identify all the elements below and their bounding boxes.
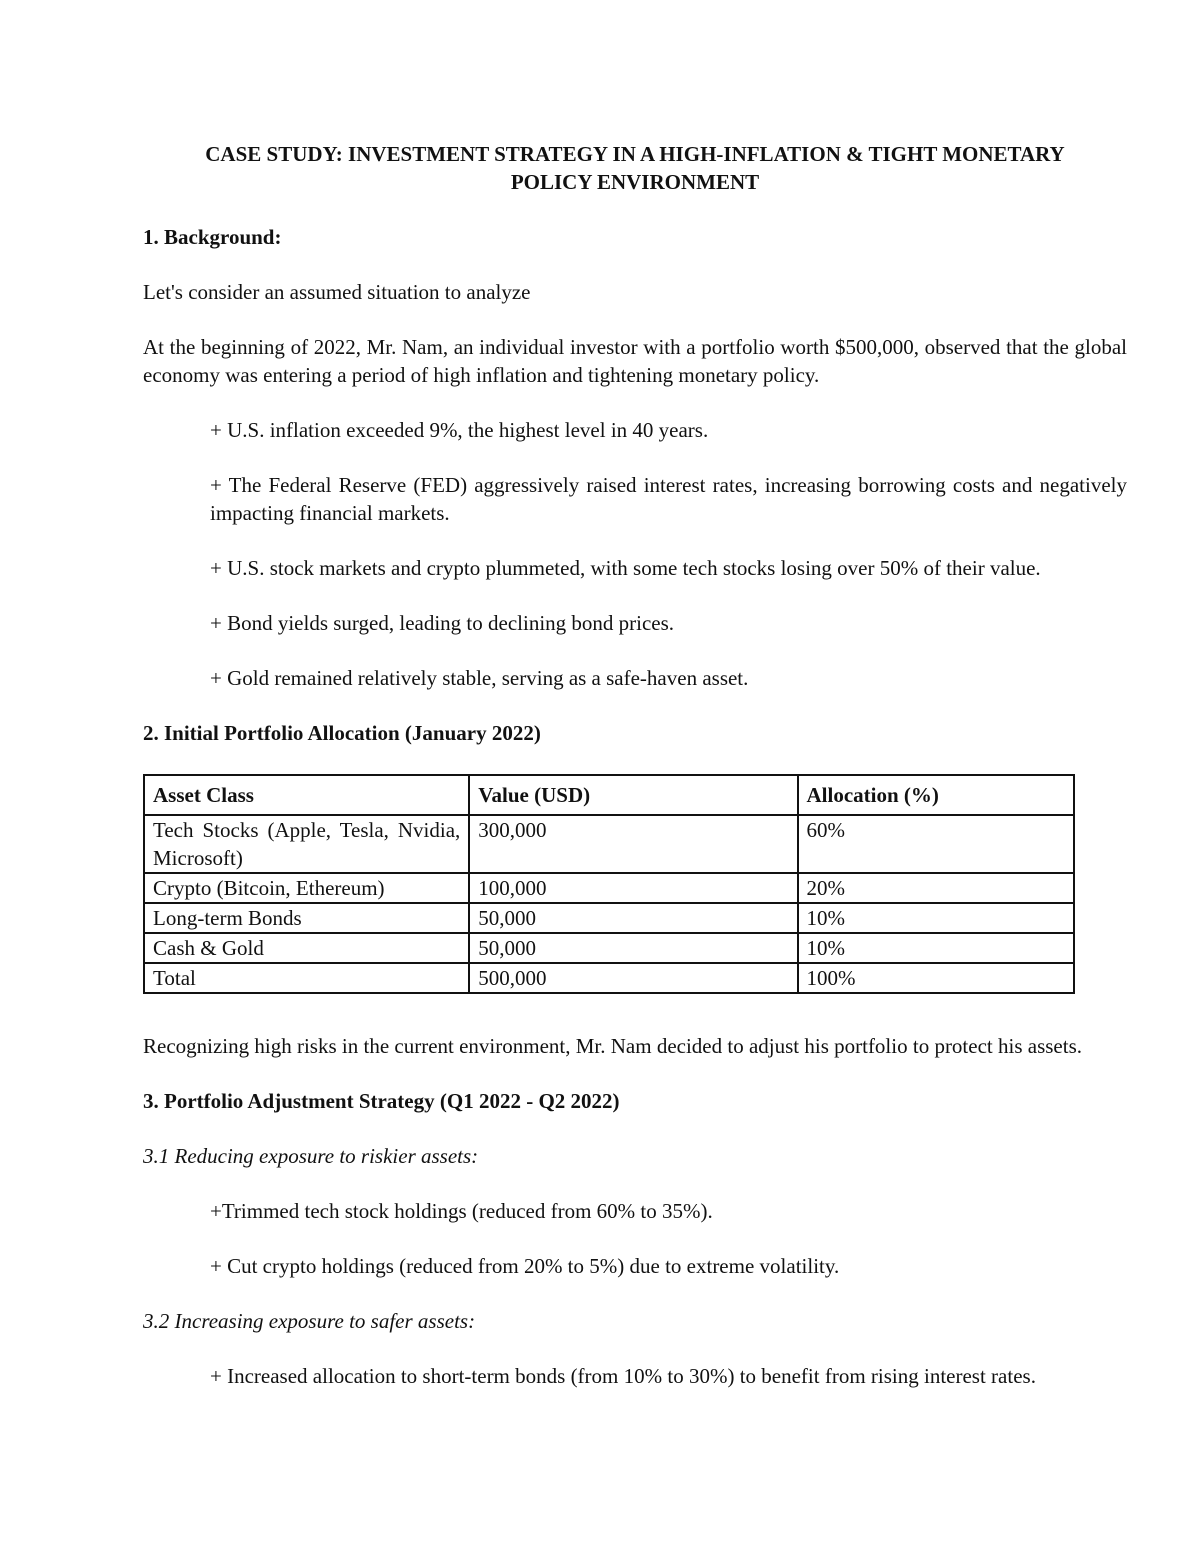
table-cell-value: 50,000 xyxy=(469,903,797,933)
table-row xyxy=(144,873,1074,903)
table-header-asset-class: Asset Class xyxy=(144,775,469,815)
table-cell-allocation: 10% xyxy=(798,933,1074,963)
allocation-table xyxy=(143,774,1075,994)
subsection-title-safer-assets: 3.2 Increasing exposure to safer assets: xyxy=(143,1309,476,1333)
bullet-short-term-bonds: + Increased allocation to short-term bonds (from 10% to 30%) to benefit from rising interest rates. xyxy=(210,1364,1036,1388)
section-heading-initial-allocation: 2. Initial Portfolio Allocation (January 2022) xyxy=(143,721,541,745)
table-header-allocation: Allocation (%) xyxy=(798,775,1074,815)
bullet-fed: + The Federal Reserve (FED) aggressively raised interest rates, increasing borrowing costs and negatively impacting financial markets. xyxy=(210,473,1127,525)
table-cell-value: 300,000 xyxy=(469,815,797,873)
bullet-gold: + Gold remained relatively stable, serving as a safe-haven asset. xyxy=(210,666,749,690)
section-heading-adjustment-strategy: 3. Portfolio Adjustment Strategy (Q1 2022 - Q2 2022) xyxy=(143,1089,620,1113)
table-row xyxy=(144,903,1074,933)
table-cell-value: 50,000 xyxy=(469,933,797,963)
bullet-trim-tech: +Trimmed tech stock holdings (reduced from 60% to 35%). xyxy=(210,1199,713,1223)
table-row-total xyxy=(144,963,1074,993)
bullet-stocks-crypto: + U.S. stock markets and crypto plummeted, with some tech stocks losing over 50% of their value. xyxy=(210,556,1041,580)
bullet-bond-yields: + Bond yields surged, leading to declining bond prices. xyxy=(210,611,675,635)
table-cell-value: 500,000 xyxy=(469,963,797,993)
background-intro: Let's consider an assumed situation to analyze xyxy=(143,280,531,304)
title-line-2: POLICY ENVIRONMENT xyxy=(510,170,760,194)
table-cell-allocation: 100% xyxy=(798,963,1074,993)
after-table-paragraph: Recognizing high risks in the current environment, Mr. Nam decided to adjust his portfolio to protect his assets. xyxy=(143,1034,1082,1058)
table-cell-asset: Total xyxy=(144,963,469,993)
table-row xyxy=(144,815,1074,873)
table-cell-asset: Crypto (Bitcoin, Ethereum) xyxy=(144,873,469,903)
table-row xyxy=(144,933,1074,963)
document-page xyxy=(143,140,1127,1417)
table-header-row xyxy=(144,775,1074,815)
subsection-title-reducing-risk: 3.1 Reducing exposure to riskier assets: xyxy=(143,1144,479,1168)
table-cell-asset: Cash & Gold xyxy=(144,933,469,963)
table-cell-allocation: 20% xyxy=(798,873,1074,903)
background-paragraph: At the beginning of 2022, Mr. Nam, an individual investor with a portfolio worth $500,000, observed that the global economy was entering a period of high inflation and tightening monetary policy. xyxy=(143,335,1127,387)
bullet-inflation: + U.S. inflation exceeded 9%, the highest level in 40 years. xyxy=(210,418,709,442)
section-heading-background: 1. Background: xyxy=(143,225,282,249)
table-cell-allocation: 10% xyxy=(798,903,1074,933)
document-title xyxy=(143,140,1127,196)
title-line-1: CASE STUDY: INVESTMENT STRATEGY IN A HIGH-INFLATION & TIGHT MONETARY xyxy=(205,142,1065,166)
table-cell-asset: Long-term Bonds xyxy=(144,903,469,933)
table-header-value: Value (USD) xyxy=(469,775,797,815)
bullet-cut-crypto: + Cut crypto holdings (reduced from 20% to 5%) due to extreme volatility. xyxy=(210,1254,840,1278)
table-cell-value: 100,000 xyxy=(469,873,797,903)
table-cell-asset: Tech Stocks (Apple, Tesla, Nvidia, Microsoft) xyxy=(144,815,469,873)
table-cell-allocation: 60% xyxy=(798,815,1074,873)
